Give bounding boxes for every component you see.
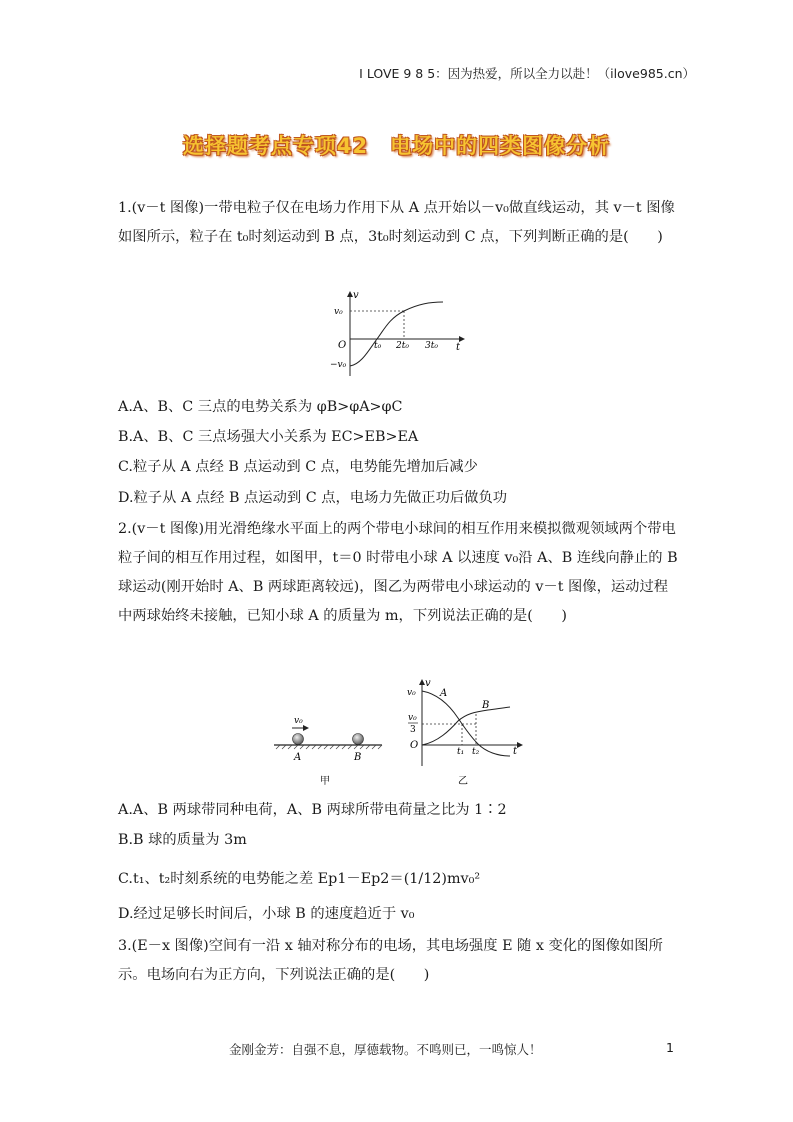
q2-fig-jia xyxy=(270,710,400,790)
yi-v0-third-numerator: v₀ xyxy=(408,713,417,723)
yi-t2-label: t₂ xyxy=(472,747,480,757)
q1-v-axis-label: v xyxy=(353,290,359,301)
question-1-stem: 1.(v－t 图像)一带电粒子仅在电场力作用下从 A 点开始以－v₀做直线运动，其 v－t 图像如图所示，粒子在 t₀时刻运动到 B 点，3t₀时刻运动到 C 点，下列判断正确的是( ) xyxy=(118,200,675,245)
jia-caption: 甲 xyxy=(320,776,330,787)
yi-curve-a-label: A xyxy=(440,688,448,699)
question-2-stem: 2.(v－t 图像)用光滑绝缘水平面上的两个带电小球间的相互作用来模拟微观领域两个带电粒子间的相互作用过程，如图甲，t＝0 时带电小球 A 以速度 v₀沿 A、B 连线向静止的 B 球运动(刚开始时 A、B 两球距离较远)，图乙为两带电小球运动的 v－t 图像，运动过程中两球始终未接触，已知小球 A 的质量为 m，下列说法正确的是( ) xyxy=(118,521,678,624)
page-number: 1 xyxy=(666,1040,674,1055)
jia-ball-a-label: A xyxy=(294,752,302,763)
q1-option-b: B.A、B、C 三点场强大小关系为 EC>EB>EA xyxy=(118,429,419,445)
q2-fig-yi xyxy=(398,676,528,790)
yi-v0-third-denominator: 3 xyxy=(410,725,416,735)
q1-t0-label: t₀ xyxy=(374,341,382,351)
q1-t-axis-label: t xyxy=(456,342,461,353)
q1-option-a: A.A、B、C 三点的电势关系为 φB>φA>φC xyxy=(118,399,403,415)
yi-v0-label: v₀ xyxy=(407,688,416,698)
q1-2t0-label: 2t₀ xyxy=(396,341,409,351)
yi-t-axis-label: t xyxy=(513,746,518,757)
q1-option-d: D.粒子从 A 点经 B 点运动到 C 点，电场力先做正功后做负功 xyxy=(118,490,508,506)
question-3-stem: 3.(E－x 图像)空间有一沿 x 轴对称分布的电场，其电场强度 E 随 x 变化的图像如图所示。电场向右为正方向，下列说法正确的是( ) xyxy=(118,938,663,983)
q2-option-c: C.t₁、t₂时刻系统的电势能之差 Ep1－Ep2＝(1/12)mv₀² xyxy=(118,871,481,887)
yi-t1-label: t₁ xyxy=(457,747,465,757)
q2-option-a: A.A、B 两球带同种电荷，A、B 两球所带电荷量之比为 1∶2 xyxy=(118,802,507,818)
footer-motto: 金刚金芳：自强不息，厚德载物。不鸣则已，一鸣惊人！ xyxy=(229,1042,542,1057)
jia-ball-b-label: B xyxy=(354,752,362,763)
q1-3t0-label: 3t₀ xyxy=(425,341,438,351)
q1-v0-label: v₀ xyxy=(334,307,343,317)
page-header: I LOVE 9 8 5：因为热爱，所以全力以赴！（ilove985.cn） xyxy=(359,66,695,81)
jia-v0-label: v₀ xyxy=(294,716,303,726)
q2-option-b: B.B 球的质量为 3m xyxy=(118,832,247,848)
yi-caption: 乙 xyxy=(458,776,468,787)
q2-option-d: D.经过足够长时间后，小球 B 的速度趋近于 v₀ xyxy=(118,906,415,922)
q1-option-c: C.粒子从 A 点经 B 点运动到 C 点，电势能先增加后减少 xyxy=(118,459,478,475)
yi-curve-b-label: B xyxy=(482,700,490,711)
q1-origin-label: O xyxy=(338,340,347,351)
yi-origin-label: O xyxy=(410,740,419,751)
yi-v-axis-label: v xyxy=(425,678,431,689)
page-title: 选择题考点专项42 电场中的四类图像分析 xyxy=(182,134,611,158)
q1-vt-graph xyxy=(330,288,470,378)
q1-neg-v0-label: −v₀ xyxy=(330,360,347,370)
